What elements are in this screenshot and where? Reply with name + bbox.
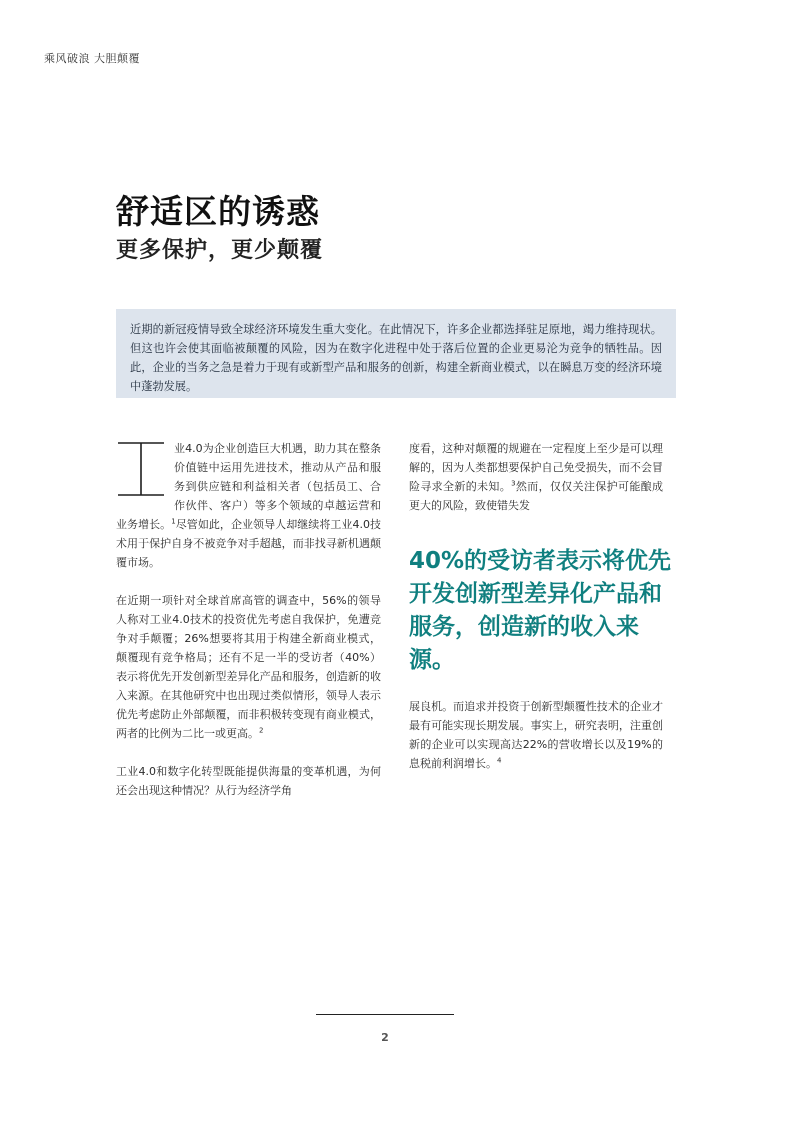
paragraph-1-text: 业4.0为企业创造巨大机遇，助力其在整条价值链中运用先进技术，推动从产品和服务到供应链和利益相关者（包括员工、合作伙伴、客户）等多个领域的卓越运营和业务增长。 [116, 442, 381, 531]
footnote-ref-1: 1 [171, 517, 176, 526]
paragraph-4-tail: 然而，仅仅关注保护可能酿成更大的风险，致使错失发 [409, 480, 664, 512]
paragraph-2 [116, 591, 381, 743]
paragraph-1-tail: 尽管如此，企业领导人却继续将工业4.0技术用于保护自身不被竞争对手超越，而非找寻新机遇颠覆市场。 [116, 518, 382, 569]
pull-quote: 40%的受访者表示将优先开发创新型差异化产品和服务，创造新的收入来源。 [409, 548, 672, 673]
left-column [116, 439, 381, 800]
paragraph-4 [409, 439, 663, 515]
running-header: 乘风破浪 大胆颠覆 [44, 52, 140, 65]
right-column-bottom [409, 697, 663, 773]
footer-divider [316, 1014, 454, 1015]
page-title: 舒适区的诱惑 [116, 192, 320, 231]
footnote-ref-3: 3 [511, 479, 516, 488]
page-number: 2 [381, 1031, 389, 1044]
page-subtitle: 更多保护，更少颠覆 [116, 238, 324, 263]
paragraph-5 [409, 697, 663, 773]
paragraph-5-text: 展良机。而追求并投资于创新型颠覆性技术的企业才最有可能实现长期发展。事实上，研究表明，注重创新的企业可以实现高达22%的营收增长以及19%的息税前利润增长。 [409, 700, 663, 770]
drop-cap [116, 441, 166, 497]
drop-cap-glyph [116, 441, 166, 497]
footnote-ref-2: 2 [259, 726, 264, 735]
paragraph-3: 工业4.0和数字化转型既能提供海量的变革机遇，为何还会出现这种情况？从行为经济学角 [116, 765, 381, 797]
paragraph-1 [116, 439, 381, 572]
right-column-top [409, 439, 663, 515]
footnote-ref-4: 4 [497, 756, 502, 765]
paragraph-2-text: 在近期一项针对全球首席高管的调查中，56%的领导人称对工业4.0技术的投资优先考虑自我保护，免遭竞争对手颠覆；26%想要将其用于构建全新商业模式，颠覆现有竞争格局；还有不足一半的受访者（40%）表示将优先开发创新型差异化产品和服务，创造新的收入来源。在其他研究中也出现过类似情形，领导人表示优先考虑防止外部颠覆，而非积极转变现有商业模式，两者的比例为二比一或更高。 [116, 594, 381, 740]
paragraph-4-text: 度看，这种对颠覆的规避在一定程度上至少是可以理解的，因为人类都想要保护自己免受损失，而不会冒险寻求全新的未知。 [409, 442, 663, 493]
intro-summary-box: 近期的新冠疫情导致全球经济环境发生重大变化。在此情况下，许多企业都选择驻足原地，竭力维持现状。但这也许会使其面临被颠覆的风险，因为在数字化进程中处于落后位置的企业更易沦为竞争的牺牲品。因此，企业的当务之急是着力于现有或新型产品和服务的创新，构建全新商业模式，以在瞬息万变的经济环境中蓬勃发展。 [116, 309, 676, 398]
